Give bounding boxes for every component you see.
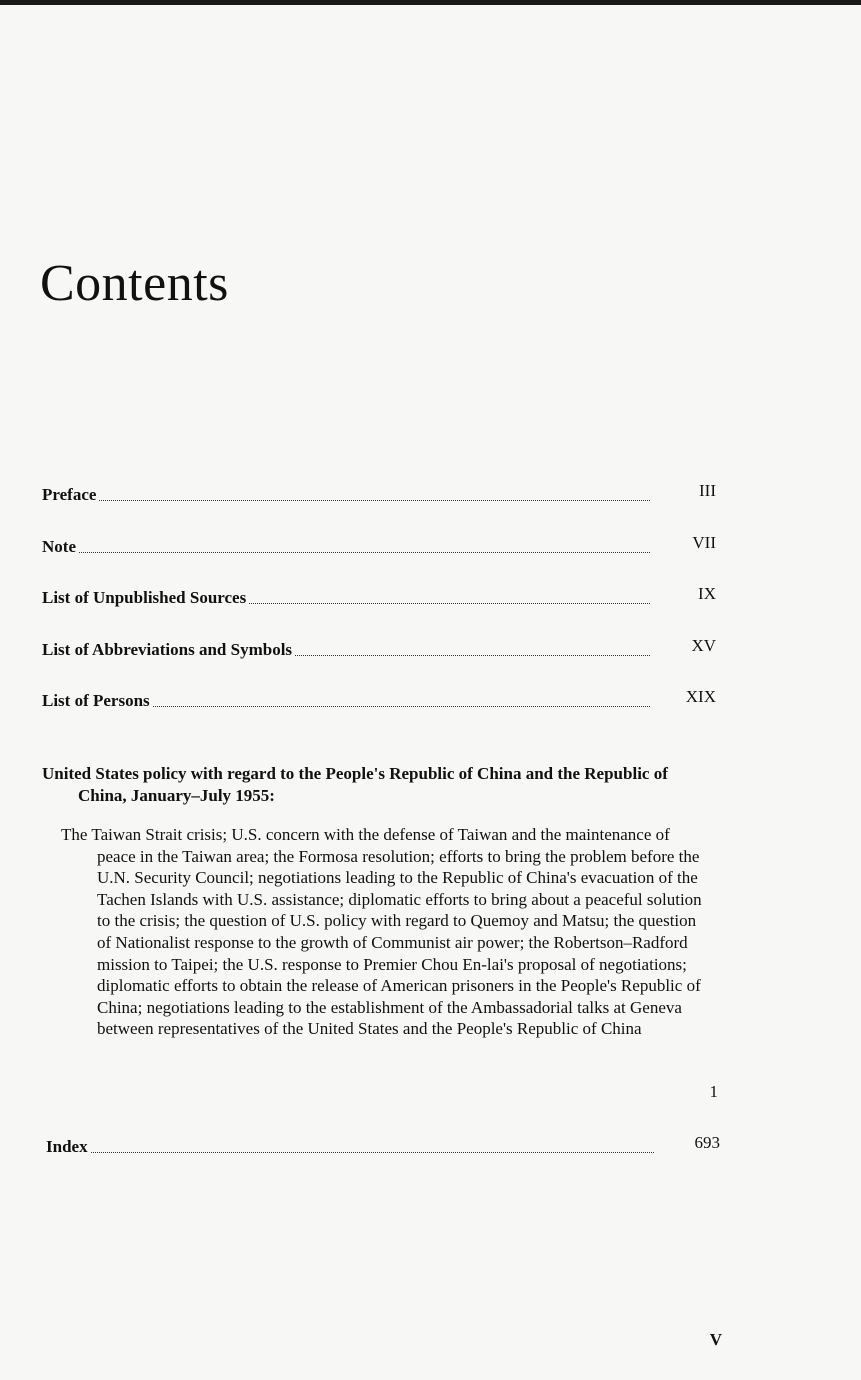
toc-entry-label: Note	[42, 535, 78, 559]
section-description: The Taiwan Strait crisis; U.S. concern with the defense of Taiwan and the maintenance of peace in the Taiwan area; the Formosa resolution; efforts to bring the problem before the U.N. Security Council; negotiations leading to the Republic of China's evacuation of the Tachen Islands with U.S. assistance; diplomatic efforts to bring about a peaceful solution to the crisis; the question of U.S. policy with regard to Quemoy and Matsu; the question of Nationalist response to the growth of Communist air power; the Robertson–Radford mission to Taipei; the U.S. response to Premier Chou En-lai's proposal of negotiations; diplomatic efforts to obtain the release of American prisoners in the People's Republic of China; negotiations leading to the establishment of the Ambassadorial talks at Geneva between representatives of the United States and the People's Republic of China	[61, 825, 702, 1039]
dot-leader	[42, 552, 650, 553]
toc-entry-page: XIX	[685, 687, 716, 706]
toc-entry-page: VII	[692, 533, 716, 552]
toc-entry-page: III	[699, 481, 716, 500]
dot-leader	[46, 1152, 654, 1153]
toc-entry-label: Index	[46, 1135, 90, 1159]
toc-entry-page: 693	[694, 1133, 720, 1152]
toc-entry-preface[interactable]	[42, 483, 720, 507]
page-folio: V	[709, 1330, 722, 1349]
toc-entry-note[interactable]	[42, 535, 720, 559]
page-title: Contents	[40, 255, 229, 312]
toc-entry-page: XV	[691, 636, 716, 655]
toc-entry-persons[interactable]	[42, 689, 720, 713]
dot-leader	[42, 500, 650, 501]
section-page-number[interactable]: 1	[709, 1082, 718, 1101]
toc-entry-page: IX	[698, 584, 716, 603]
toc-entry-label: List of Unpublished Sources	[42, 586, 248, 610]
toc-entry-label: Preface	[42, 483, 98, 507]
toc-entry-label: List of Persons	[42, 689, 152, 713]
toc-entry-unpublished-sources[interactable]	[42, 586, 720, 610]
toc-entry-abbreviations[interactable]	[42, 638, 720, 662]
section-heading: United States policy with regard to the People's Republic of China and the Republic of China, January–July 1955:	[42, 764, 668, 805]
toc-entry-index[interactable]	[46, 1135, 724, 1159]
top-rule	[0, 0, 861, 5]
toc-entry-label: List of Abbreviations and Symbols	[42, 638, 294, 662]
